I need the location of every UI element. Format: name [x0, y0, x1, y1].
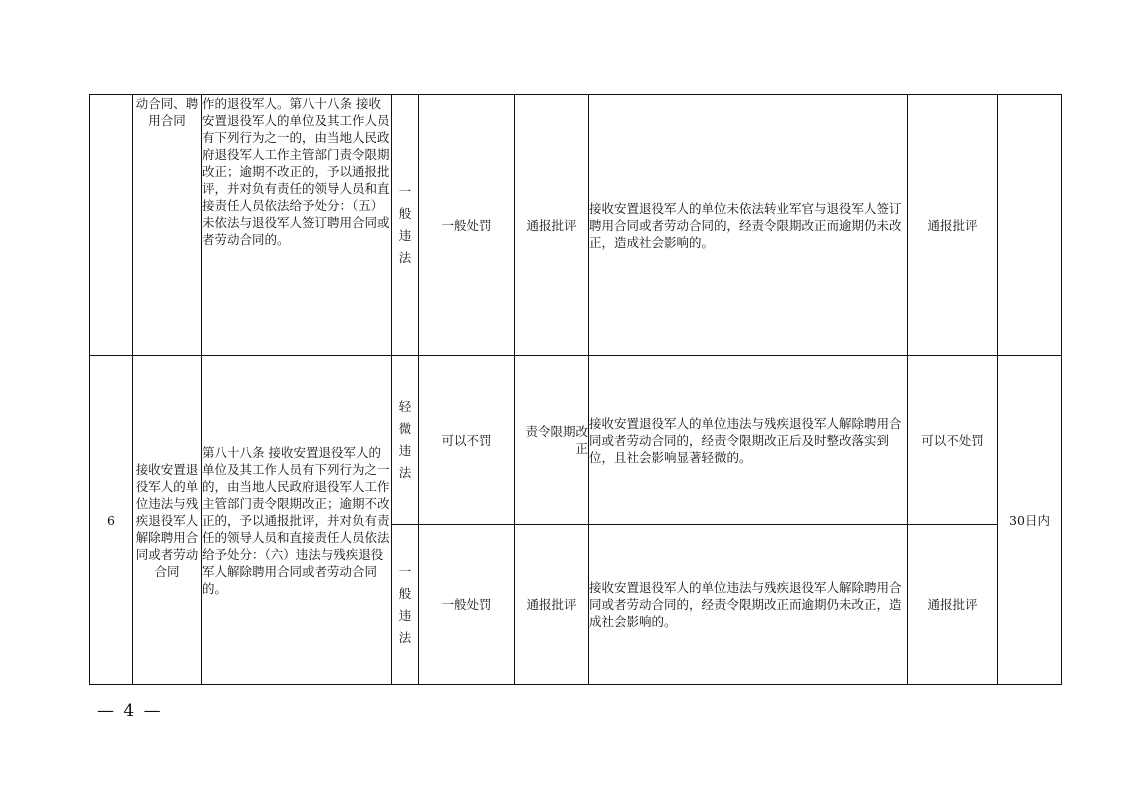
- circumstance-description: 接收安置退役军人的单位未依法转业军官与退役军人签订聘用合同或者劳动合同的，经责令限期改正而逾期仍未改正，造成社会影响的。: [589, 95, 908, 356]
- violation-level: 轻微违法: [392, 356, 419, 525]
- penalty-measure: 责令限期改正: [515, 356, 589, 525]
- violation-name: 动合同、聘用合同: [133, 95, 202, 356]
- violation-name: 接收安置退役军人的单位违法与残疾退役军人解除聘用合同或者劳动合同: [133, 356, 202, 685]
- penalty-result: 可以不处罚: [908, 356, 998, 525]
- penalty-result: 通报批评: [908, 95, 998, 356]
- circumstance-description: 接收安置退役军人的单位违法与残疾退役军人解除聘用合同或者劳动合同的，经责令限期改正而逾期仍未改正，造成社会影响的。: [589, 525, 908, 685]
- violation-level: 一般违法: [392, 95, 419, 356]
- penalty-measure: 通报批评: [515, 95, 589, 356]
- penalty-result: 通报批评: [908, 525, 998, 685]
- row-number: [90, 95, 133, 356]
- deadline: 30日内: [998, 356, 1062, 685]
- deadline: [998, 95, 1062, 356]
- legal-basis: 第八十八条 接收安置退役军人的单位及其工作人员有下列行为之一的，由当地人民政府退役军人工作主管部门责令限期改正；逾期不改正的，予以通报批评，并对负有责任的领导人员和直接责任人员依法给予处分：（六）违法与残疾退役军人解除聘用合同或者劳动合同的。: [202, 356, 392, 685]
- penalty-type: 一般处罚: [419, 95, 515, 356]
- penalty-type: 一般处罚: [419, 525, 515, 685]
- page-number: — 4 —: [97, 701, 163, 721]
- penalty-type: 可以不罚: [419, 356, 515, 525]
- legal-basis: 作的退役军人。第八十八条 接收安置退役军人的单位及其工作人员有下列行为之一的，由当地人民政府退役军人工作主管部门责令限期改正；逾期不改正的，予以通报批评，并对负有责任的领导人员和直接责任人员依法给予处分：（五）未依法与退役军人签订聘用合同或者劳动合同的。: [202, 95, 392, 356]
- penalty-table: [89, 94, 1062, 685]
- table-row: [90, 356, 1062, 525]
- violation-level: 一般违法: [392, 525, 419, 685]
- row-number: 6: [90, 356, 133, 685]
- circumstance-description: 接收安置退役军人的单位违法与残疾退役军人解除聘用合同或者劳动合同的，经责令限期改正后及时整改落实到位，且社会影响显著轻微的。: [589, 356, 908, 525]
- penalty-measure: 通报批评: [515, 525, 589, 685]
- table-row: [90, 95, 1062, 356]
